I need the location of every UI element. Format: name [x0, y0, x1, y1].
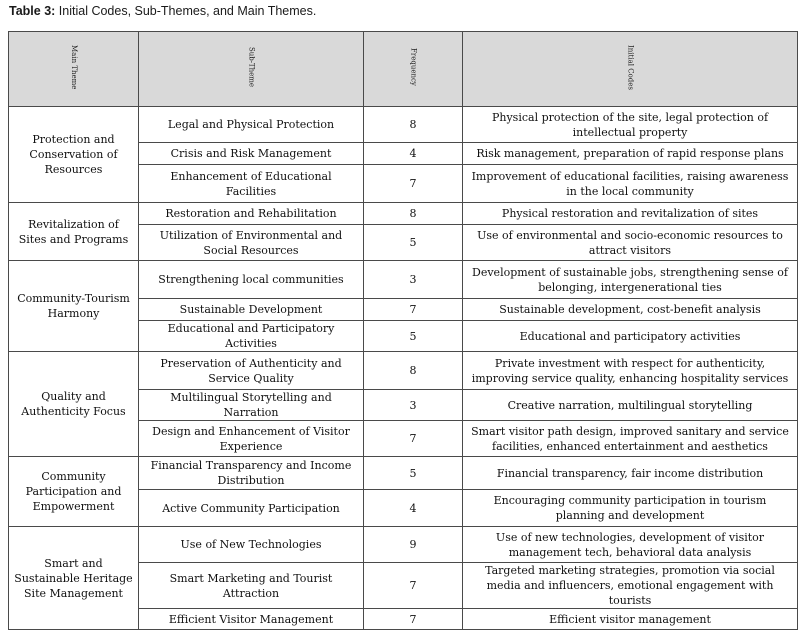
frequency-cell: 7 [364, 299, 463, 321]
table-caption-label: Table 3: [9, 4, 56, 18]
header-frequency: Frequency [364, 32, 463, 107]
table-row [9, 352, 798, 390]
sub-theme-cell: Restoration and Rehabilitation [139, 203, 364, 225]
frequency-cell: 3 [364, 390, 463, 421]
frequency-cell: 4 [364, 143, 463, 165]
table-caption-text: Initial Codes, Sub-Themes, and Main Themes. [55, 4, 317, 18]
table-body [9, 107, 798, 630]
sub-theme-cell: Enhancement of Educational Facilities [139, 165, 364, 203]
header-initial-codes: Initial Codes [463, 32, 798, 107]
frequency-cell: 5 [364, 457, 463, 490]
table-row [9, 457, 798, 490]
table-row [9, 107, 798, 143]
frequency-cell: 4 [364, 490, 463, 527]
table-row [9, 203, 798, 225]
sub-theme-cell: Design and Enhancement of Visitor Experience [139, 421, 364, 457]
table-row [9, 261, 798, 299]
initial-codes-cell: Risk management, preparation of rapid response plans [463, 143, 798, 165]
initial-codes-cell: Smart visitor path design, improved sanitary and service facilities, enhanced entertainment and aesthetics [463, 421, 798, 457]
frequency-cell: 7 [364, 421, 463, 457]
initial-codes-cell: Sustainable development, cost-benefit analysis [463, 299, 798, 321]
initial-codes-cell: Encouraging community participation in tourism planning and development [463, 490, 798, 527]
sub-theme-cell: Financial Transparency and Income Distribution [139, 457, 364, 490]
sub-theme-cell: Use of New Technologies [139, 527, 364, 563]
frequency-cell: 9 [364, 527, 463, 563]
main-theme-cell: Quality and Authenticity Focus [9, 352, 139, 457]
frequency-cell: 8 [364, 352, 463, 390]
sub-theme-cell: Legal and Physical Protection [139, 107, 364, 143]
main-theme-cell: Protection and Conservation of Resources [9, 107, 139, 203]
sub-theme-cell: Strengthening local communities [139, 261, 364, 299]
header-main-theme: Main Theme [9, 32, 139, 107]
frequency-cell: 8 [364, 203, 463, 225]
initial-codes-cell: Use of environmental and socio-economic resources to attract visitors [463, 225, 798, 261]
sub-theme-cell: Multilingual Storytelling and Narration [139, 390, 364, 421]
initial-codes-cell: Educational and participatory activities [463, 321, 798, 352]
initial-codes-cell: Development of sustainable jobs, strengthening sense of belonging, intergenerational ties [463, 261, 798, 299]
initial-codes-cell: Efficient visitor management [463, 609, 798, 630]
main-theme-cell: Smart and Sustainable Heritage Site Management [9, 527, 139, 630]
sub-theme-cell: Crisis and Risk Management [139, 143, 364, 165]
main-theme-cell: Community Participation and Empowerment [9, 457, 139, 527]
frequency-cell: 7 [364, 563, 463, 609]
frequency-cell: 3 [364, 261, 463, 299]
sub-theme-cell: Utilization of Environmental and Social Resources [139, 225, 364, 261]
frequency-cell: 7 [364, 609, 463, 630]
header-row [9, 32, 798, 107]
frequency-cell: 5 [364, 225, 463, 261]
initial-codes-cell: Creative narration, multilingual storytelling [463, 390, 798, 421]
sub-theme-cell: Educational and Participatory Activities [139, 321, 364, 352]
themes-table [8, 31, 798, 630]
frequency-cell: 7 [364, 165, 463, 203]
initial-codes-cell: Physical protection of the site, legal protection of intellectual property [463, 107, 798, 143]
sub-theme-cell: Smart Marketing and Tourist Attraction [139, 563, 364, 609]
table-row [9, 527, 798, 563]
initial-codes-cell: Improvement of educational facilities, raising awareness in the local community [463, 165, 798, 203]
sub-theme-cell: Preservation of Authenticity and Service Quality [139, 352, 364, 390]
sub-theme-cell: Efficient Visitor Management [139, 609, 364, 630]
sub-theme-cell: Active Community Participation [139, 490, 364, 527]
initial-codes-cell: Physical restoration and revitalization of sites [463, 203, 798, 225]
main-theme-cell: Community-Tourism Harmony [9, 261, 139, 352]
sub-theme-cell: Sustainable Development [139, 299, 364, 321]
frequency-cell: 8 [364, 107, 463, 143]
main-theme-cell: Revitalization of Sites and Programs [9, 203, 139, 261]
initial-codes-cell: Financial transparency, fair income distribution [463, 457, 798, 490]
frequency-cell: 5 [364, 321, 463, 352]
initial-codes-cell: Use of new technologies, development of visitor management tech, behavioral data analysis [463, 527, 798, 563]
initial-codes-cell: Private investment with respect for authenticity, improving service quality, enhancing hospitality services [463, 352, 798, 390]
header-sub-theme: Sub-Theme [139, 32, 364, 107]
initial-codes-cell: Targeted marketing strategies, promotion via social media and influencers, emotional engagement with tourists [463, 563, 798, 609]
table-caption [9, 4, 316, 18]
